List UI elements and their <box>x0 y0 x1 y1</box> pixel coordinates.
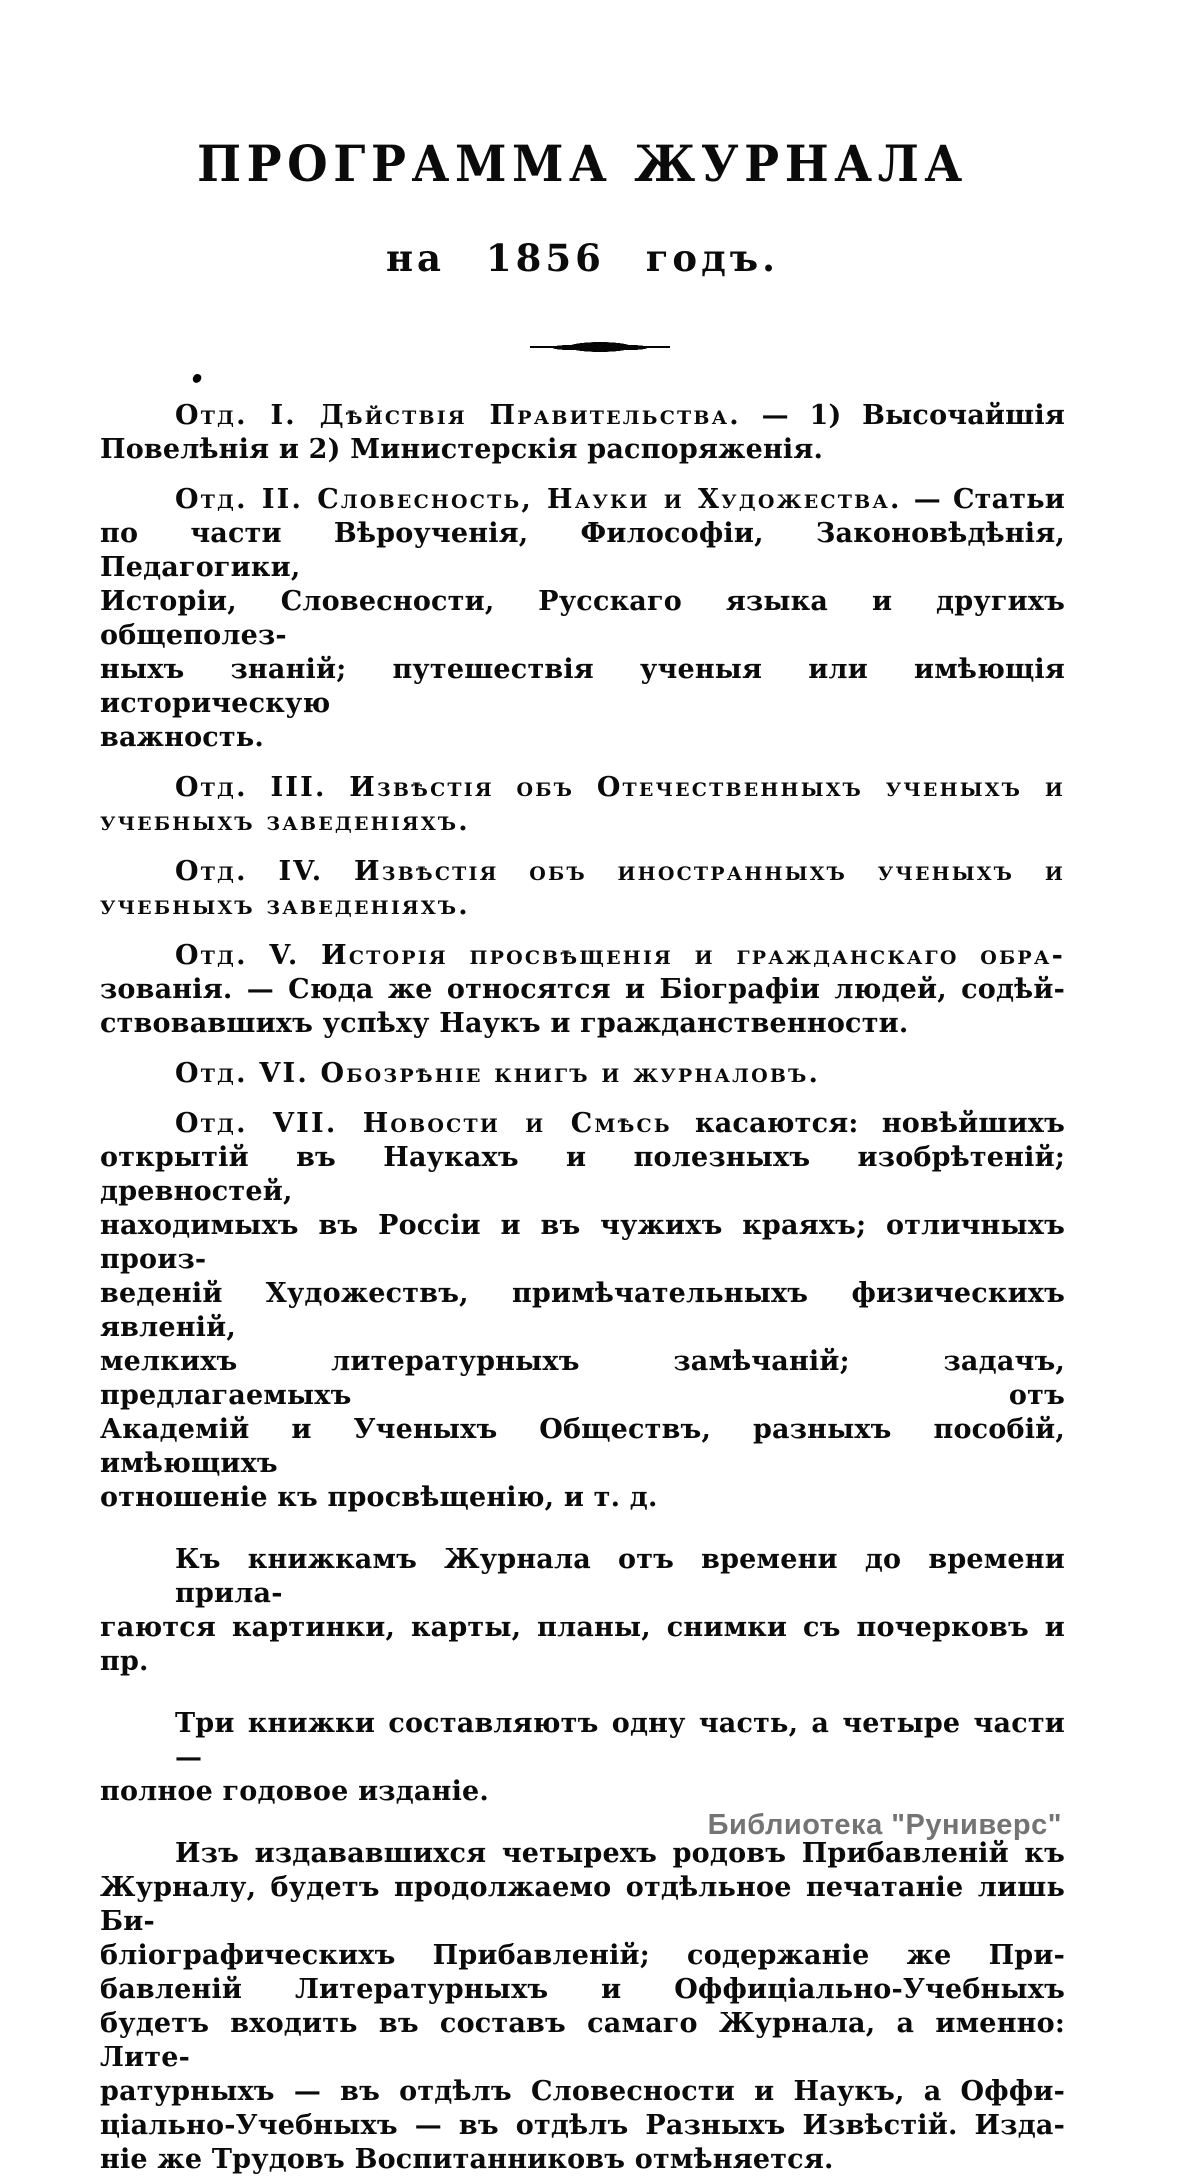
body-text: ствовавшихъ успѣху Наукъ и гражданственности. <box>100 1008 909 1039</box>
text-line <box>100 2075 1065 2109</box>
body-text: Къ книжкамъ Журнала отъ времени до времени прила- <box>175 1544 1065 1609</box>
body-text: зованія. — Сюда же относятся и Біографіи людей, содѣй- <box>100 974 1065 1005</box>
text-line <box>100 2007 1065 2075</box>
text-line <box>100 517 1065 585</box>
text-line <box>100 1939 1065 1973</box>
section-heading-text: Отд. VI. Обозрѣніе книгъ и журналовъ. <box>175 1058 821 1089</box>
section-heading-text: Отд. I. Дѣйствія Правительства. <box>175 400 741 431</box>
body-text: Академій и Ученыхъ Обществъ, разныхъ пособій, имѣющихъ <box>100 1414 1065 1479</box>
paragraph <box>100 483 1065 755</box>
body-text: гаются картинки, карты, планы, снимки съ почерковъ и пр. <box>100 1612 1065 1677</box>
text-line <box>100 889 1065 923</box>
text-line <box>100 1413 1065 1481</box>
body-text: касаются: новѣйшихъ <box>671 1108 1066 1139</box>
paragraph <box>100 939 1065 1041</box>
body-text: Исторіи, Словесности, Русскаго языка и другихъ общеполез- <box>100 586 1065 651</box>
text-line <box>100 855 1065 889</box>
text-line <box>100 1611 1065 1679</box>
text-line <box>100 1775 1065 1809</box>
paragraph <box>100 855 1065 923</box>
text-line <box>100 939 1065 973</box>
text-line <box>100 1141 1065 1209</box>
text-line <box>100 1481 1065 1515</box>
body-text: открытій въ Наукахъ и полезныхъ изобрѣтеній; древностей, <box>100 1142 1065 1207</box>
body-text: Журналу, будетъ продолжаемо отдѣльное печатаніе лишь Би- <box>100 1872 1065 1937</box>
text-line <box>100 2109 1065 2143</box>
text-line <box>100 585 1065 653</box>
text-line <box>100 399 1065 433</box>
text-line <box>100 1973 1065 2007</box>
section-heading-text: учебныхъ заведеніяхъ. <box>100 890 470 921</box>
paragraph <box>100 771 1065 839</box>
section-heading-text: Отд. III. Извѣстія объ Отечественныхъ ученыхъ и <box>175 772 1065 803</box>
text-line <box>100 721 1065 755</box>
text-line <box>100 653 1065 721</box>
section-heading-text: Отд. II. Словесность, Науки и Художества. <box>175 484 902 515</box>
ink-speck <box>192 373 203 384</box>
text-line <box>100 805 1065 839</box>
text-line <box>100 2143 1065 2177</box>
paragraph <box>100 399 1065 467</box>
text-line <box>100 973 1065 1007</box>
section-heading-text: Отд. VII. Новости и Смѣсь <box>175 1108 672 1139</box>
text-line <box>100 1543 1065 1611</box>
body-text: — Статьи <box>901 484 1065 515</box>
body-text: важность. <box>100 722 264 753</box>
text-line <box>100 483 1065 517</box>
body-text: бавленій Литературныхъ и Оффиціально-Учебныхъ <box>100 1974 1065 2005</box>
body-text: Изъ издававшихся четырехъ родовъ Прибавленій къ <box>175 1838 1065 1869</box>
body-text: отношеніе къ просвѣщенію, и т. д. <box>100 1482 658 1513</box>
body-text: мелкихъ литературныхъ замѣчаній; задачъ, предлагаемыхъ отъ <box>100 1346 1065 1411</box>
text-line <box>100 1277 1065 1345</box>
body-text: Повелѣнія и 2) Министерскія распоряженія. <box>100 434 824 465</box>
text-line <box>100 1837 1065 1871</box>
body-text: веденій Художествъ, примѣчательныхъ физическихъ явленій, <box>100 1278 1065 1343</box>
text-line <box>100 1057 1065 1091</box>
divider-ornament <box>530 342 670 352</box>
text-line <box>100 771 1065 805</box>
body-text: ныхъ знаній; путешествія ученыя или имѣющія историческую <box>100 654 1065 719</box>
paragraph <box>100 1057 1065 1091</box>
section-heading-text: Отд. IV. Извѣстія объ иностранныхъ ученыхъ и <box>175 856 1065 887</box>
paragraph <box>100 1107 1065 1515</box>
page-title: ПРОГРАММА ЖУРНАЛА <box>197 134 968 193</box>
body-text: ціально-Учебныхъ — въ отдѣлъ Разныхъ Извѣстій. Изда- <box>100 2110 1065 2141</box>
body-text: ратурныхъ — въ отдѣлъ Словесности и Наукъ, а Оффи- <box>100 2076 1065 2107</box>
page-subtitle: на 1856 годъ. <box>385 236 780 280</box>
body-text: находимыхъ въ Россіи и въ чужихъ краяхъ; отличныхъ произ- <box>100 1210 1065 1275</box>
body-text: полное годовое изданіе. <box>100 1776 490 1807</box>
body-text: ніе же Трудовъ Воспитанниковъ отмѣняется. <box>100 2144 834 2175</box>
body-text: — 1) Высочайшія <box>740 400 1065 431</box>
text-line <box>100 1707 1065 1775</box>
body-text: будетъ входить въ составъ самаго Журнала, а именно: Лите- <box>100 2008 1065 2073</box>
library-watermark: Библиотека "Руниверс" <box>707 1809 1062 1841</box>
text-line <box>100 1871 1065 1939</box>
body-text: Три книжки составляютъ одну часть, а четыре части — <box>175 1708 1065 1773</box>
text-line <box>100 1007 1065 1041</box>
body-text: по части Вѣроученія, Философіи, Законовѣдѣнія, Педагогики, <box>100 518 1065 583</box>
document-body <box>100 399 1065 2177</box>
text-line <box>100 1209 1065 1277</box>
paragraph <box>100 1707 1065 1809</box>
text-line <box>100 433 1065 467</box>
text-line <box>100 1345 1065 1413</box>
paragraph <box>100 1837 1065 2177</box>
paragraph <box>100 1543 1065 1679</box>
text-line <box>100 1107 1065 1141</box>
section-heading-text: Отд. V. Исторія просвѣщенія и гражданскаго обра- <box>175 940 1065 971</box>
section-heading-text: учебныхъ заведеніяхъ. <box>100 806 470 837</box>
body-text: бліографическихъ Прибавленій; содержаніе же При- <box>100 1940 1065 1971</box>
